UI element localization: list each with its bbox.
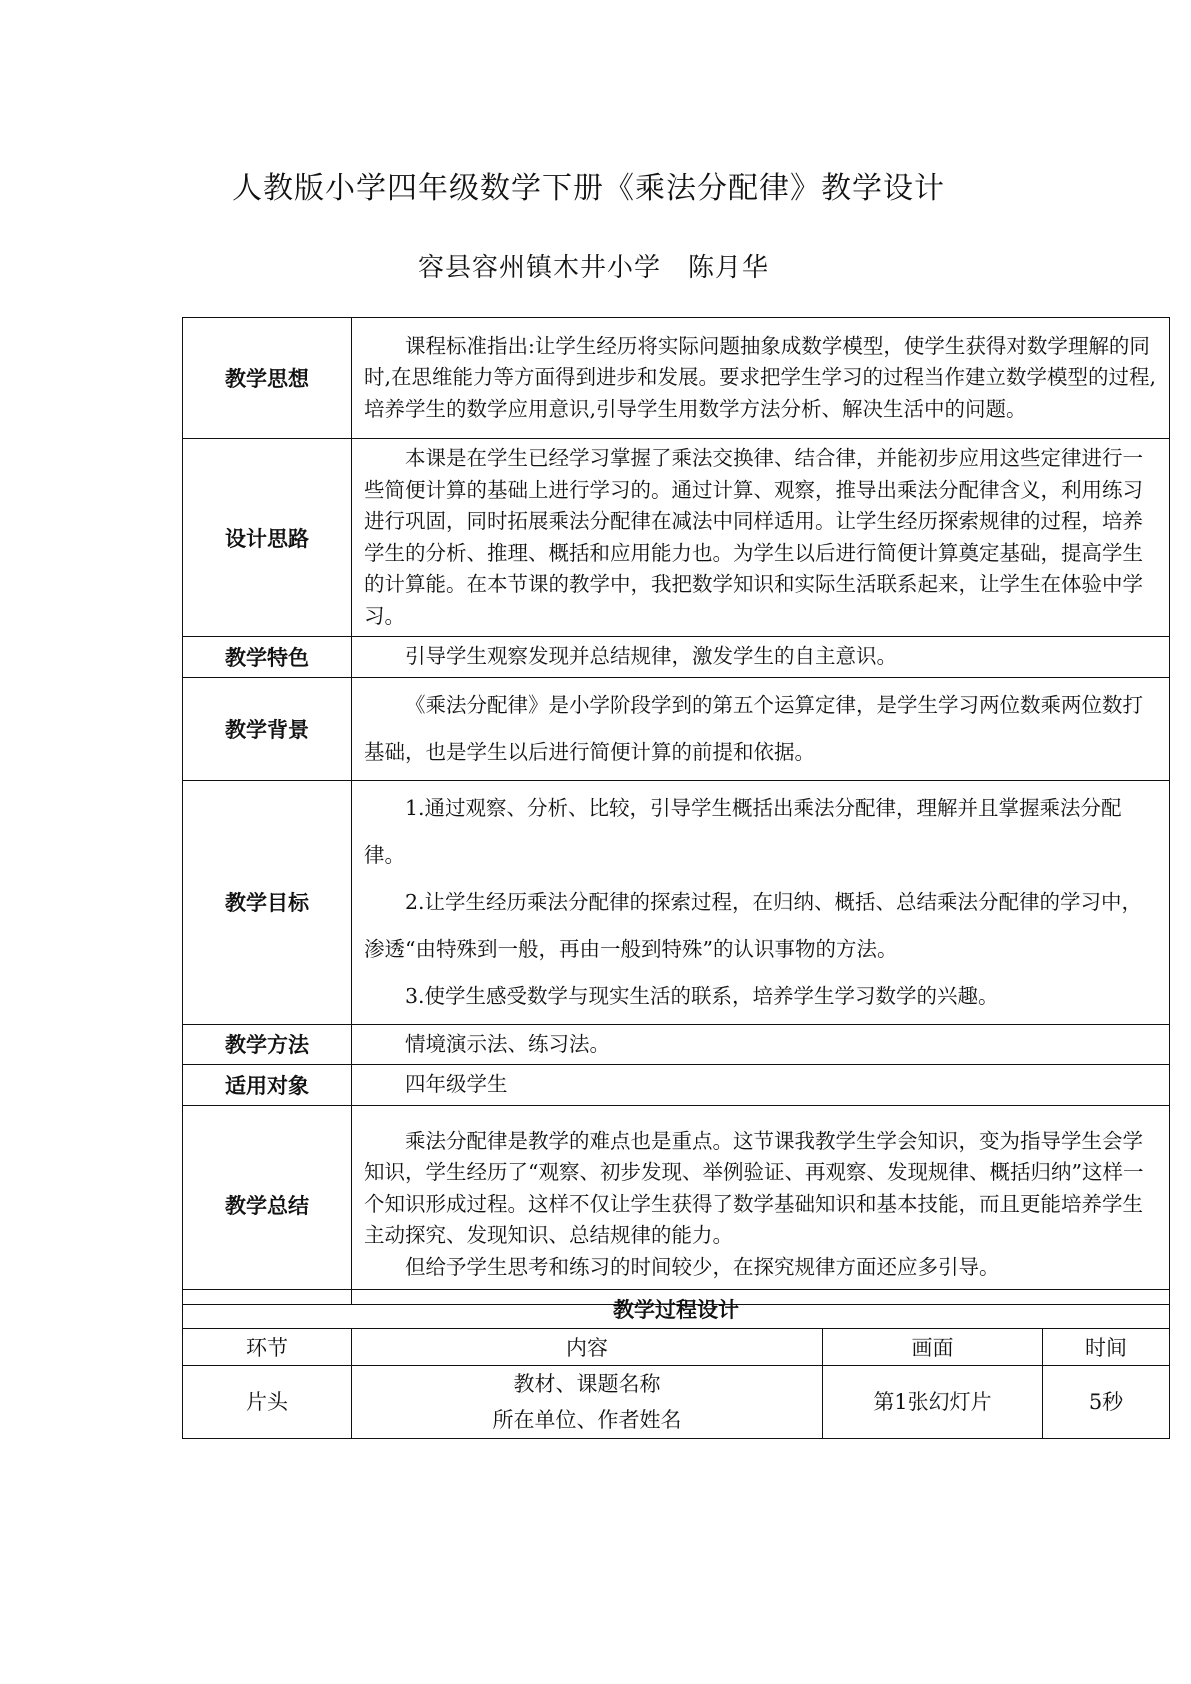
author-line: 容县容州镇木井小学 陈月华 — [418, 253, 770, 283]
info-row-design — [183, 439, 1170, 637]
info-row-method — [183, 1024, 1170, 1065]
col-header-stage: 环节 — [183, 1329, 352, 1366]
row-paragraph: 本课是在学生已经学习掌握了乘法交换律、结合律，并能初步应用这些定律进行一些简便计算的基础上进行学习的。通过计算、观察，推导出乘法分配律含义，利用练习进行巩固，同时拓展乘法分配律在减法中同样适用。让学生经历探索规律的过程，培养学生的分析、推理、概括和应用能力也。为学生以后进行简便计算奠定基础，提高学生的计算能。在本节课的教学中，我把数学知识和实际生活联系起来，让学生在体验中学习。 — [364, 446, 1143, 628]
row-paragraph: 3.使学生感受数学与现实生活的联系，培养学生学习数学的兴趣。 — [405, 983, 999, 1008]
cell-screen: 第1张幻灯片 — [823, 1366, 1043, 1439]
info-row-audience — [183, 1065, 1170, 1106]
info-row-goals — [183, 780, 1170, 1024]
row-paragraph: 《乘法分配律》是小学阶段学到的第五个运算定律，是学生学习两位数乘两位数打基础，也是学生以后进行简便计算的前提和依据。 — [364, 692, 1143, 764]
row-paragraph: 但给予学生思考和练习的时间较少，在探究规律方面还应多引导。 — [405, 1254, 1000, 1279]
document-title: 人教版小学四年级数学下册《乘法分配律》教学设计 — [232, 171, 945, 206]
row-label: 教学思想 — [183, 318, 352, 439]
row-label: 教学背景 — [183, 677, 352, 780]
info-row-thought — [183, 318, 1170, 439]
cell-time: 5秒 — [1043, 1366, 1170, 1439]
row-paragraph: 引导学生观察发现并总结规律，激发学生的自主意识。 — [405, 644, 897, 668]
process-header-row — [183, 1329, 1170, 1366]
row-label: 教学总结 — [183, 1105, 352, 1304]
row-label: 教学方法 — [183, 1024, 352, 1065]
design-info-table — [182, 317, 1170, 1305]
table-row — [183, 1366, 1170, 1439]
col-header-time: 时间 — [1043, 1329, 1170, 1366]
content-line: 所在单位、作者姓名 — [492, 1408, 682, 1432]
col-header-content: 内容 — [352, 1329, 823, 1366]
info-row-summary — [183, 1105, 1170, 1304]
row-paragraph: 2.让学生经历乘法分配律的探索过程，在归纳、概括、总结乘法分配律的学习中，渗透“由特殊到一般，再由一般到特殊”的认识事物的方法。 — [364, 889, 1143, 961]
row-label: 教学特色 — [183, 637, 352, 678]
row-label: 教学目标 — [183, 780, 352, 1024]
process-heading: 教学过程设计 — [183, 1290, 1170, 1329]
row-paragraph: 情境演示法、练习法。 — [405, 1031, 610, 1056]
row-paragraph: 1.通过观察、分析、比较，引导学生概括出乘法分配律，理解并且掌握乘法分配律。 — [364, 795, 1122, 867]
row-paragraph: 乘法分配律是教学的难点也是重点。这节课我教学生学会知识，变为指导学生会学知识，学生经历了“观察、初步发现、举例验证、再观察、发现规律、概括归纳”这样一个知识形成过程。这样不仅让学生获得了数学基础知识和基本技能，而且更能培养学生主动探究、发现知识、总结规律的能力。 — [364, 1128, 1144, 1248]
content-line: 教材、课题名称 — [513, 1372, 661, 1396]
row-paragraph: 课程标准指出:让学生经历将实际问题抽象成数学模型，使学生获得对数学理解的同时,在思维能力等方面得到进步和发展。要求把学生学习的过程当作建立数学模型的过程,培养学生的数学应用意识,引导学生用数学方法分析、解决生活中的问题。 — [364, 333, 1157, 421]
info-row-background — [183, 677, 1170, 780]
process-design-table — [182, 1289, 1170, 1439]
row-label: 适用对象 — [183, 1065, 352, 1106]
cell-content — [352, 1366, 823, 1439]
col-header-screen: 画面 — [823, 1329, 1043, 1366]
cell-stage: 片头 — [183, 1366, 352, 1439]
info-row-feature — [183, 637, 1170, 678]
row-paragraph: 四年级学生 — [405, 1072, 508, 1096]
row-label: 设计思路 — [183, 439, 352, 637]
